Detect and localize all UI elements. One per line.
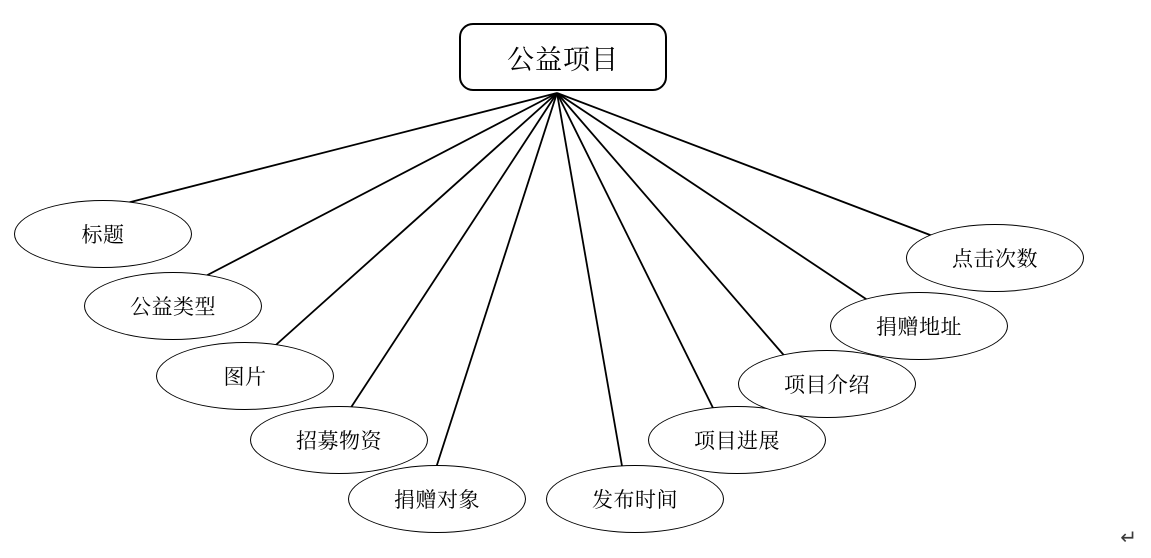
diagram-node-leaf-label: 招募物资	[296, 429, 382, 453]
diagram-edge	[557, 93, 622, 466]
diagram-node-leaf	[250, 406, 428, 474]
diagram-node-leaf-label: 发布时间	[592, 488, 678, 512]
diagram-node-root-label: 公益项目	[507, 44, 619, 75]
diagram-edge	[557, 93, 938, 238]
diagram-node-leaf	[14, 200, 192, 268]
diagram-node-leaf	[830, 292, 1008, 360]
diagram-edge	[557, 93, 872, 303]
diagram-node-leaf-label: 项目进展	[694, 429, 780, 453]
diagram-node-leaf-label: 捐赠地址	[876, 315, 962, 339]
diagram-node-leaf-label: 图片	[223, 365, 267, 389]
diagram-edge	[436, 93, 557, 468]
diagram-node-leaf	[156, 342, 334, 410]
diagram-edge	[119, 93, 557, 205]
diagram-node-root	[459, 23, 667, 91]
diagram-node-leaf-label: 捐赠对象	[394, 488, 480, 512]
diagram-node-leaf	[738, 350, 916, 418]
diagram-node-leaf	[546, 465, 724, 533]
diagram-node-leaf-label: 标题	[81, 223, 125, 247]
diagram-node-leaf-label: 点击次数	[952, 247, 1038, 271]
diagram-edge	[557, 93, 788, 360]
diagram-edge	[557, 93, 716, 414]
diagram-node-leaf-label: 项目介绍	[784, 373, 870, 397]
diagram-node-leaf	[348, 465, 526, 533]
paragraph-mark-icon: ↵	[1120, 527, 1137, 549]
diagram-node-leaf	[906, 224, 1084, 292]
diagram-edge	[196, 93, 557, 281]
diagram-node-leaf	[84, 272, 262, 340]
diagram-node-leaf-label: 公益类型	[130, 295, 216, 319]
